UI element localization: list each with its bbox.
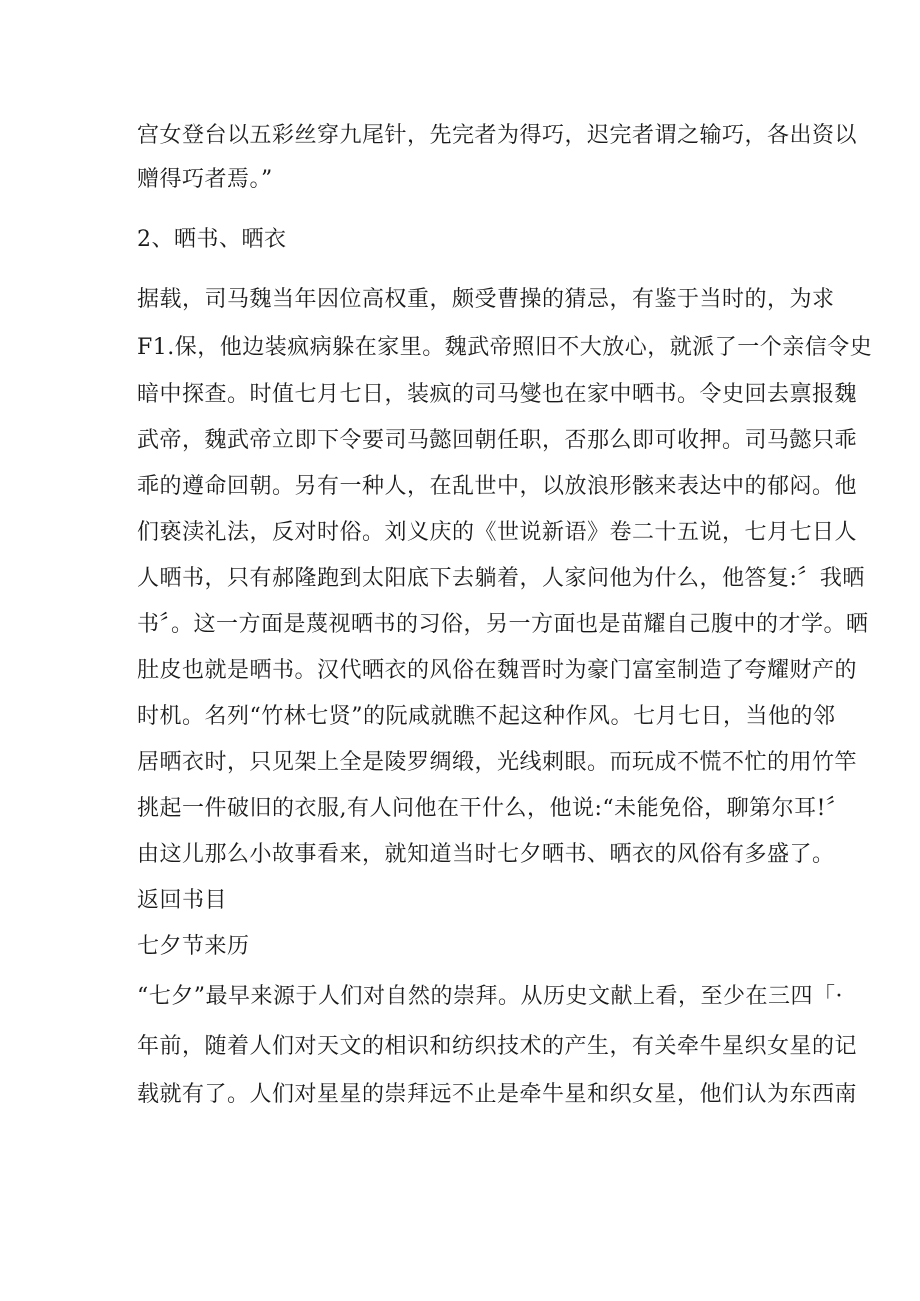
paragraph-line: 居晒衣时，只见架上全是陵罗绸缎，光线刺眼。而玩成不慌不忙的用竹竿 — [137, 750, 858, 775]
paragraph-line: 书〞。这一方面是蔑视晒书的习俗，另一方面也是苗耀自己腹中的才学。晒 — [137, 612, 869, 637]
section-heading: 七夕节来历 — [137, 934, 250, 959]
paragraph-line: 人晒书，只有郝隆跑到太阳底下去躺着，人家问他为什么，他答复:〞我晒 — [137, 566, 865, 591]
paragraph-line: 暗中探查。时值七月七日，装疯的司马燮也在家中晒书。令史回去禀报魏 — [137, 382, 858, 407]
paragraph-line: 武帝，魏武帝立即下令要司马懿回朝任职，否那么即可收押。司马懿只乖 — [137, 428, 858, 453]
paragraph-line: 由这儿那么小故事看来，就知道当时七夕晒书、晒衣的风俗有多盛了。 — [137, 842, 835, 867]
section-heading: 2、晒书、晒衣 — [137, 227, 287, 252]
paragraph-line: F1.保，他边装疯病躲在家里。魏武帝照旧不大放心，就派了一个亲信令史 — [137, 335, 873, 360]
back-to-contents-link: 返回书目 — [137, 888, 228, 913]
paragraph-line: 据载，司马魏当年因位高权重，颇受曹操的猜忌，有鉴于当时的，为求 — [137, 287, 835, 312]
paragraph-line: 乖的遵命回朝。另有一种人，在乱世中，以放浪形骸来表达中的郁闷。他 — [137, 474, 858, 499]
paragraph-line: 们亵渎礼法，反对时俗。刘义庆的《世说新语》卷二十五说，七月七日人 — [137, 520, 858, 545]
paragraph-line: 年前，随着人们对天文的相识和纺织技术的产生，有关牵牛星织女星的记 — [137, 1034, 858, 1059]
paragraph-line: 载就有了。人们对星星的崇拜远不止是牵牛星和织女星，他们认为东西南 — [137, 1082, 858, 1107]
paragraph-line: 肚皮也就是晒书。汉代晒衣的风俗在魏晋时为豪门富室制造了夸耀财产的 — [137, 658, 858, 683]
paragraph-line: “七夕”最早来源于人们对自然的崇拜。从历史文献上看，至少在三四「· — [137, 984, 843, 1009]
paragraph-line: 宫女登台以五彩丝穿九尾针，先完者为得巧，迟完者谓之输巧，各出资以 — [137, 123, 858, 148]
paragraph-line: 时机。名列“竹林七贤”的阮咸就瞧不起这种作风。七月七日，当他的邻 — [137, 704, 836, 729]
paragraph-line: 赠得巧者焉。” — [137, 167, 273, 192]
paragraph-line: 挑起一件破旧的衣服,有人问他在干什么，他说:“未能免俗，聊第尔耳!〞 — [137, 796, 849, 821]
